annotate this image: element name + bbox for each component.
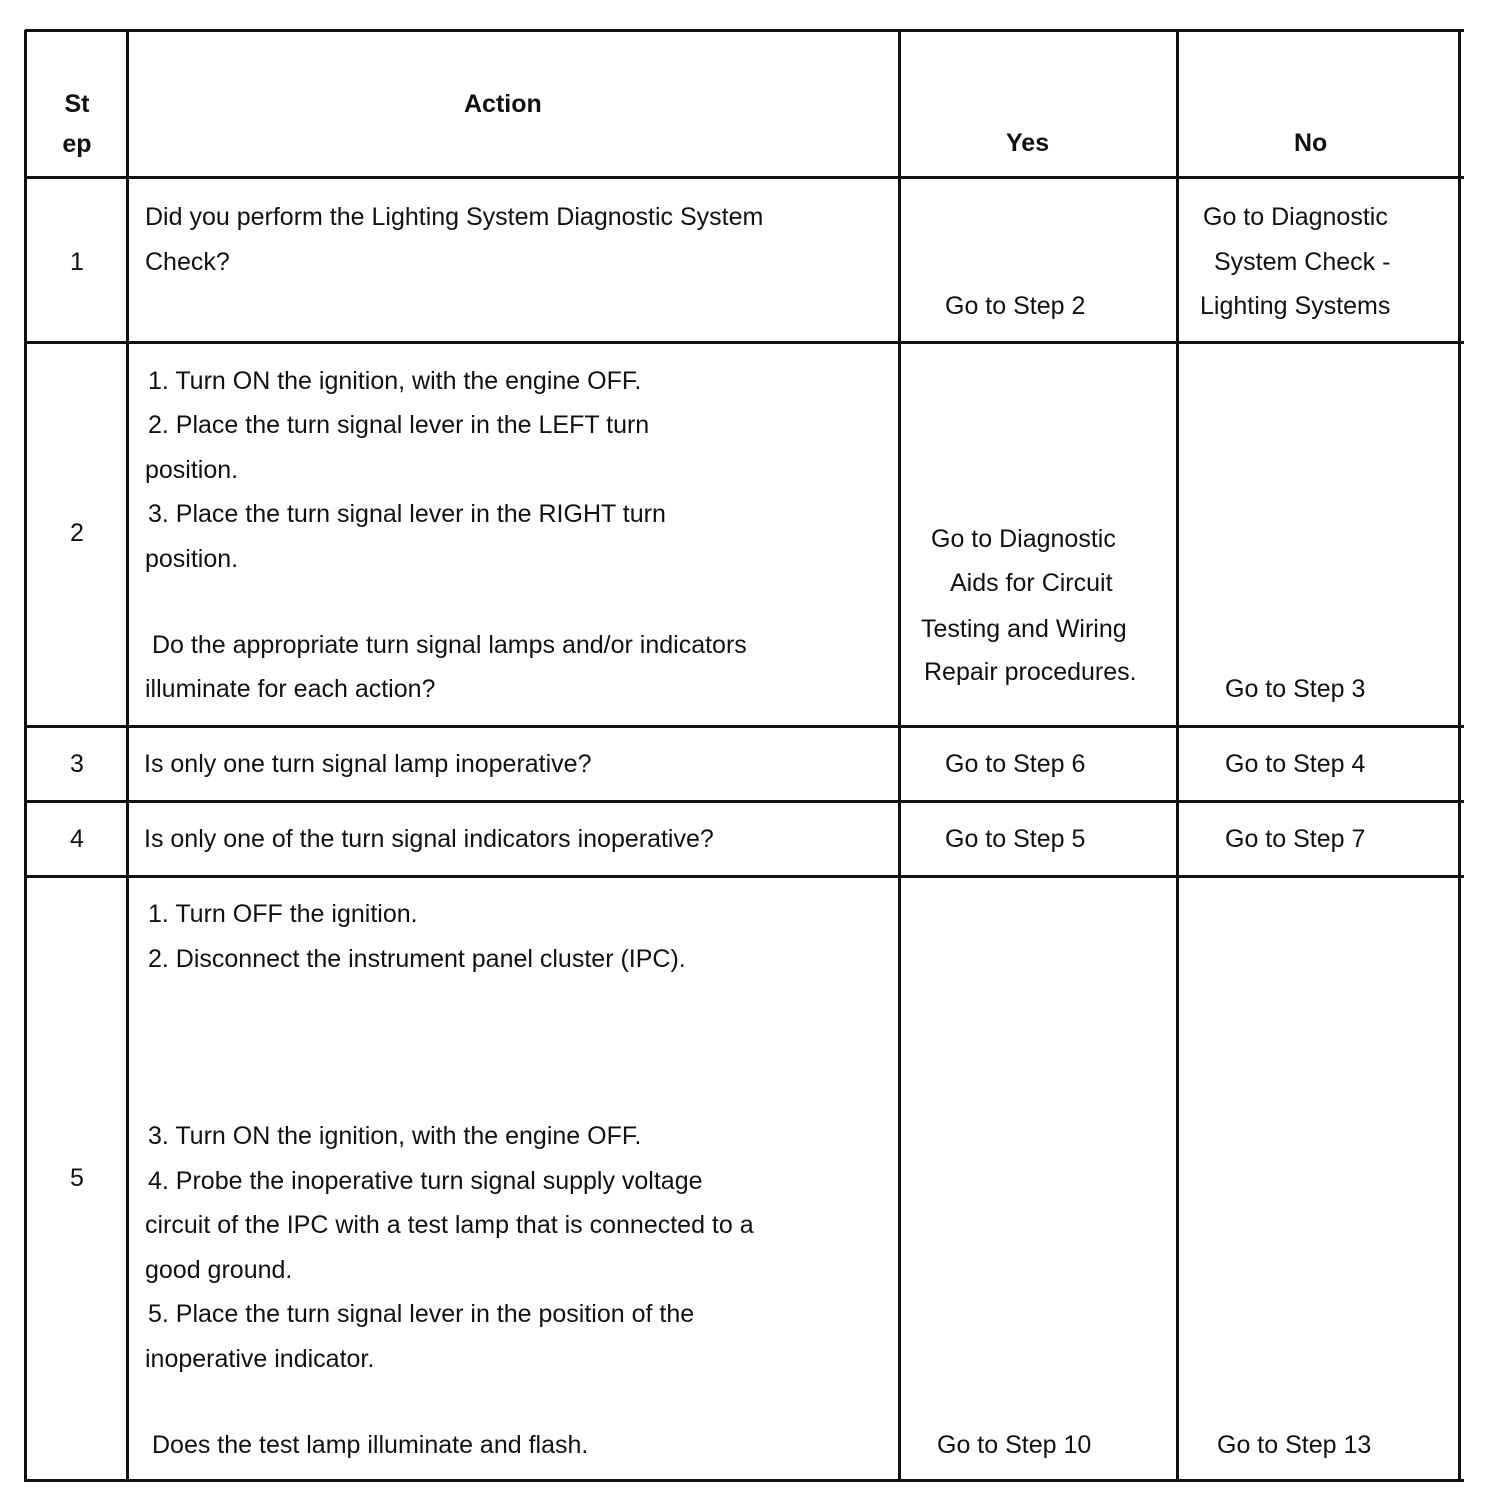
table-border-right — [1458, 30, 1461, 1482]
row-divider-2 — [25, 725, 1464, 728]
step-number: 4 — [70, 825, 84, 853]
no-result: Go to Step 7 — [1225, 825, 1366, 853]
row-divider-3 — [25, 800, 1464, 803]
action-line: Do the appropriate turn signal lamps and/or indicators — [152, 631, 747, 659]
action-line: 5. Place the turn signal lever in the position of the — [148, 1300, 695, 1328]
yes-result: Go to Step 10 — [937, 1431, 1092, 1459]
step-number: 1 — [70, 248, 84, 276]
table-border-left — [24, 30, 27, 1482]
action-line: Does the test lamp illuminate and flash. — [152, 1431, 589, 1459]
yes-result-line: Aids for Circuit — [950, 569, 1113, 597]
action-line: 2. Place the turn signal lever in the LEFT turn — [148, 411, 650, 439]
action-line: inoperative indicator. — [145, 1345, 375, 1373]
yes-result: Go to Step 5 — [945, 825, 1086, 853]
column-divider-yes — [1176, 30, 1179, 1482]
action-line: 3. Place the turn signal lever in the RIGHT turn — [148, 500, 666, 528]
yes-result-line: Testing and Wiring — [921, 615, 1127, 643]
no-result-line: Lighting Systems — [1200, 292, 1391, 320]
action-line: position. — [145, 545, 239, 573]
yes-result-line: Repair procedures. — [924, 658, 1137, 686]
header-step-line-1: St — [64, 90, 90, 118]
action-line: Check? — [145, 248, 230, 276]
no-result-line: System Check - — [1214, 248, 1391, 276]
step-number: 5 — [70, 1164, 84, 1192]
row-divider-header — [25, 176, 1464, 179]
action-text: Is only one of the turn signal indicators inoperative? — [144, 825, 714, 853]
row-divider-4 — [25, 875, 1464, 878]
action-text: Is only one turn signal lamp inoperative? — [144, 750, 592, 778]
action-line: 1. Turn ON the ignition, with the engine OFF. — [148, 367, 642, 395]
header-no: No — [1294, 129, 1328, 157]
table-border-bottom — [25, 1479, 1464, 1482]
no-result: Go to Step 3 — [1225, 675, 1366, 703]
action-line: Did you perform the Lighting System Diagnostic System — [145, 203, 764, 231]
header-action: Action — [464, 90, 542, 118]
yes-result: Go to Step 6 — [945, 750, 1086, 778]
action-line: 1. Turn OFF the ignition. — [148, 900, 418, 928]
column-divider-action — [898, 30, 901, 1482]
step-number: 2 — [70, 519, 84, 547]
action-line: position. — [145, 456, 239, 484]
no-result: Go to Step 4 — [1225, 750, 1366, 778]
action-line: 3. Turn ON the ignition, with the engine OFF. — [148, 1122, 642, 1150]
action-line: 4. Probe the inoperative turn signal supply voltage — [148, 1167, 703, 1195]
action-line: circuit of the IPC with a test lamp that is connected to a — [145, 1211, 754, 1239]
yes-result: Go to Step 2 — [945, 292, 1086, 320]
row-divider-1 — [25, 341, 1464, 344]
no-result-line: Go to Diagnostic — [1203, 203, 1388, 231]
table-border-top — [25, 29, 1464, 32]
action-line: 2. Disconnect the instrument panel cluster (IPC). — [148, 945, 686, 973]
column-divider-step — [126, 30, 129, 1482]
step-number: 3 — [70, 750, 84, 778]
header-step-line-2: ep — [62, 130, 92, 158]
header-yes: Yes — [1006, 129, 1050, 157]
no-result: Go to Step 13 — [1217, 1431, 1372, 1459]
action-line: good ground. — [145, 1256, 293, 1284]
yes-result-line: Go to Diagnostic — [931, 525, 1116, 553]
action-line: illuminate for each action? — [145, 675, 436, 703]
